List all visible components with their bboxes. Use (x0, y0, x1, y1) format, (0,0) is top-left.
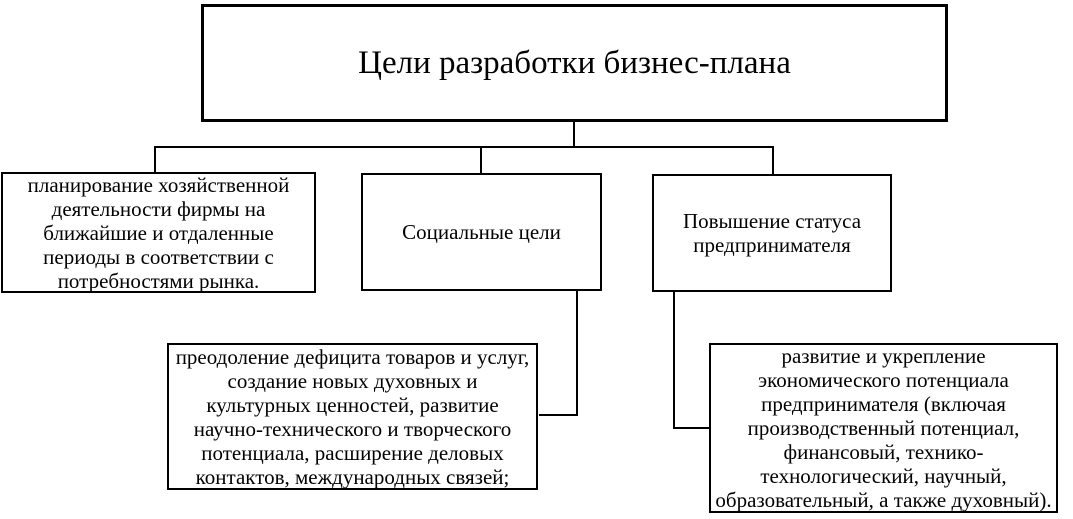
node-entrepreneur-status (652, 174, 892, 292)
connector-bus-to-planning (154, 146, 156, 173)
connector-status-to-detail (675, 427, 710, 429)
node-social-goals (361, 173, 602, 291)
connector-bus-to-status (772, 146, 774, 175)
node-title-label: Цели разработки бизнес-плана (358, 44, 791, 81)
node-entrepreneur-status-detail-label: развитие и укрепление экономического потенциала предпринимателя (включая производственный потенциал, финансовый, технико-технологический, научный, образовательный, а также духовный). (715, 344, 1052, 512)
node-entrepreneur-status-detail (709, 343, 1058, 513)
node-planning-label: планирование хозяйственной деятельности фирмы на ближайшие и отдаленные периоды в соответствии с потребностями рынка. (27, 172, 290, 293)
node-title (201, 4, 948, 122)
node-social-goals-detail-label: преодоление дефицита товаров и услуг, создание новых духовных и культурных ценностей, развитие научно-технического и творческого потенциала, расширение деловых контактов, международных связей; (175, 344, 530, 489)
connector-social-down (576, 290, 578, 416)
connector-horizontal-bus (154, 146, 774, 148)
node-social-goals-label: Социальные цели (402, 220, 561, 244)
node-social-goals-detail (167, 343, 538, 490)
connector-status-down (673, 291, 675, 429)
node-planning (1, 172, 316, 293)
connector-bus-to-social (480, 146, 482, 174)
connector-social-to-detail (539, 414, 578, 416)
node-entrepreneur-status-label: Повышение статуса предпринимателя (682, 209, 862, 257)
connector-title-to-bus (573, 121, 575, 148)
